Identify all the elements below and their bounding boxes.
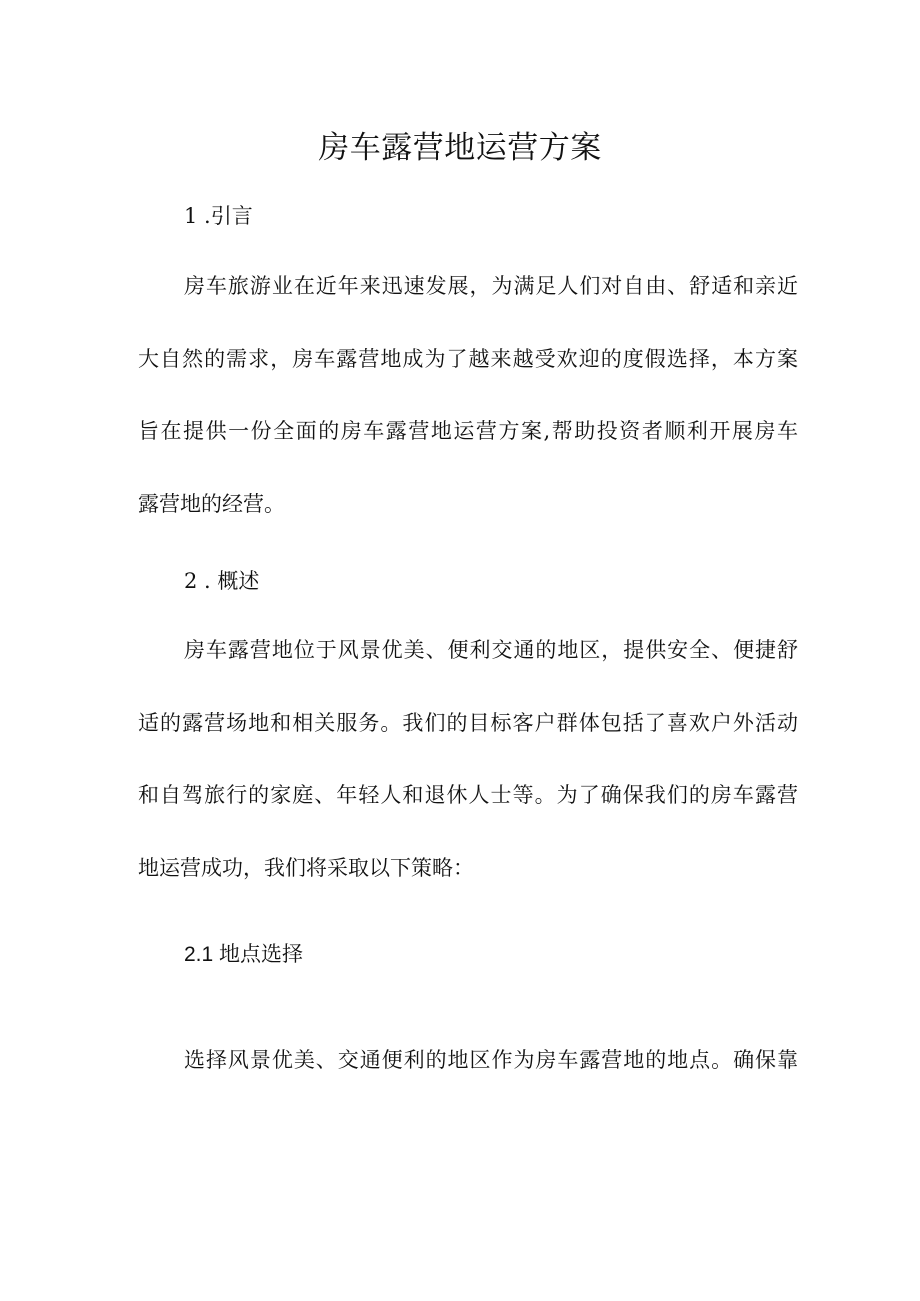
paragraph-introduction xyxy=(138,250,798,540)
paragraph-line: 房车露营地位于风景优美、便利交通的地区，提供安全、便捷舒 xyxy=(184,638,798,662)
paragraph-line: 地运营成功，我们将采取以下策略： xyxy=(138,855,474,880)
paragraph-line: 露营地的经营。 xyxy=(138,491,285,516)
paragraph-site-selection xyxy=(138,1024,798,1097)
paragraph-line: 选择风景优美、交通便利的地区作为房车露营地的地点。确保靠 xyxy=(184,1048,798,1072)
paragraph-line: 大自然的需求，房车露营地成为了越来越受欢迎的度假选择，本方案 xyxy=(138,346,798,371)
paragraph-line: 适的露营场地和相关服务。我们的目标客户群体包括了喜欢户外活动 xyxy=(138,710,798,735)
section-heading-introduction: 1 .引言 xyxy=(184,204,253,228)
paragraph-overview xyxy=(138,614,798,904)
paragraph-line: 房车旅游业在近年来迅速发展，为满足人们对自由、舒适和亲近 xyxy=(184,274,798,298)
section-heading-overview: 2 . 概述 xyxy=(184,569,260,593)
paragraph-line: 旨在提供一份全面的房车露营地运营方案,帮助投资者顺利开展房车 xyxy=(138,419,798,443)
paragraph-line: 和自驾旅行的家庭、年轻人和退休人士等。为了确保我们的房车露营 xyxy=(138,783,798,807)
subsection-heading-site-selection: 2.1 地点选择 xyxy=(184,943,304,966)
document-title: 房车露营地运营方案 xyxy=(318,130,602,166)
